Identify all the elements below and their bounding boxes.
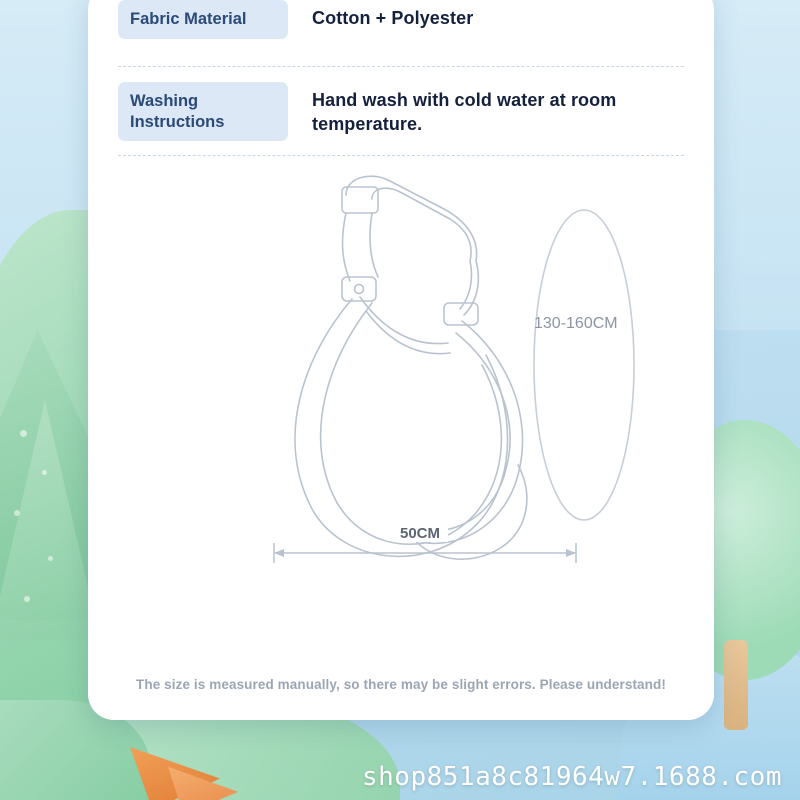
decorative-dot [20,430,27,437]
dimension-height-label: 130-160CM [534,315,618,333]
spec-value-washing-instructions: Hand wash with cold water at room temperature. [312,90,617,135]
spec-value-fabric-material: Cotton + Polyester [312,8,474,28]
spec-label-washing-instructions: Washing Instructions [118,82,288,141]
measurement-note: The size is measured manually, so there may be slight errors. Please understand! [136,677,666,692]
spec-row-fabric-material [114,0,688,66]
harness-line-drawing [114,165,688,585]
decorative-dot [14,510,20,516]
spec-row-washing-instructions [114,68,688,155]
product-detail-card [88,0,714,720]
decorative-dot [42,470,47,475]
decorative-dot [24,596,30,602]
dimension-width-label: 50CM [392,525,448,542]
product-diagram [114,165,688,595]
spec-divider-bottom [118,155,684,157]
spec-label-fabric-material: Fabric Material [118,0,288,39]
shop-watermark: shop851a8c81964w7.1688.com [362,762,782,792]
background-tree-trunk-right [724,640,748,730]
decorative-dot [48,556,53,561]
